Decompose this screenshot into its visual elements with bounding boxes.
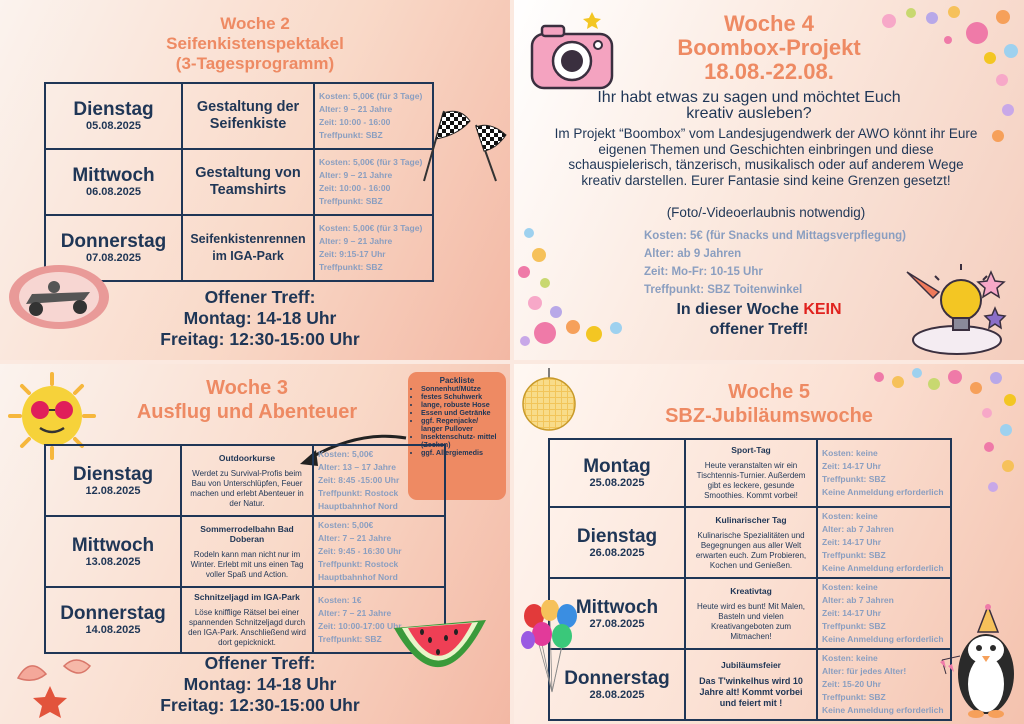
week4-title-line1: Woche 4 [723,11,815,36]
cost-text: Kosten: keine [822,653,878,663]
activity-cell: Seifenkistenrennen im IGA-Park [182,215,314,281]
disco-ball-icon [520,368,578,434]
place-text: Treffpunkt: SBZ [822,692,886,702]
week5-schedule-table [548,438,952,721]
table-row [45,587,445,653]
week4-subtitle: Ihr habt etwas zu sagen und möchtet Euch kreativ ausleben? [597,89,901,122]
day-date: 13.08.2025 [85,555,141,568]
activity-description: Löse knifflige Rätsel bei einer spannenden Schnitzeljagd durch den IGA-Park. Anschließend wird dort gepicknickt. [188,608,306,647]
day-name: Mittwoch [72,165,155,186]
info-cell [817,578,951,649]
activity-cell [685,649,817,720]
table-row [45,83,433,149]
day-cell [549,439,685,507]
week4-panel [514,0,1024,360]
soapbox-car-icon [6,262,112,332]
age-text: Alter: für jedes Alter! [822,666,907,676]
watermelon-icon [390,610,490,690]
time-text: Zeit: Mo-Fr: 10-15 Uhr [644,266,763,278]
week2-schedule-table [44,82,434,282]
activity-description: Werdet zu Survival-Profis beim Bau von Unterschlüpfen, Feuer machen und erlebt Abenteuer in der Natur. [190,468,304,508]
open-meeting-friday: Freitag: 12:30-15:00 Uhr [160,695,360,715]
activity-description: Das T'winkelhus wird 10 Jahre alt! Kommt vorbei und feiert mit ! [699,676,803,708]
time-text: Zeit: 8:45 -15:00 Uhr [318,475,400,485]
week4-title-line3: 18.08.-22.08. [704,59,834,84]
registration-text: Keine Anmeldung erforderlich [822,563,944,573]
day-name: Donnerstag [564,667,670,689]
day-cell [45,516,181,587]
week3-panel [0,364,510,724]
day-date: 14.08.2025 [85,624,141,636]
activity-title: Jubiläumsfeier [721,660,781,670]
week3-schedule-table [44,444,446,654]
age-text: Alter: 9 – 21 Jahre [319,170,393,180]
week2-title-line2: Seifenkistenspektakel [166,34,344,53]
week5-title-line1: Woche 5 [728,381,810,403]
closed-text-kein: KEIN [803,301,842,318]
week5-title [614,380,924,428]
day-cell [45,587,181,653]
list-item: • ggf. Allergiemedis [421,449,501,457]
activity-cell: Gestaltung der Seifenkiste [182,83,314,149]
week5-title-line2: SBZ-Jubiläumswoche [665,405,873,427]
table-row [45,445,445,516]
table-row [45,516,445,587]
day-cell [549,507,685,578]
activity-cell [685,578,817,649]
table-row [549,578,951,649]
day-date: 26.08.2025 [589,546,645,559]
place-text: Treffpunkt: SBZ [822,550,886,560]
cost-text: Kosten: 1€ [318,595,362,605]
packing-list-title: Packliste [439,376,475,385]
cost-text: Kosten: 5,00€ [318,520,374,530]
day-name: Dienstag [72,463,154,485]
day-date: 06.08.2025 [85,186,142,198]
place-text: Treffpunkt: SBZ [319,130,383,140]
activity-cell: Gestaltung von Teamshirts [182,149,314,215]
info-cell [817,649,951,720]
penguin-icon [936,604,1022,722]
table-row [45,149,433,215]
activity-cell [181,516,313,587]
age-text: Alter: ab 7 Jahren [822,524,894,534]
day-date: 25.08.2025 [589,477,645,489]
table-row [549,649,951,720]
time-text: Zeit: 15-20 Uhr [822,679,882,689]
place-text: Treffpunkt: SBZ [318,634,382,644]
info-cell [313,516,445,587]
time-text: Zeit: 14-17 Uhr [822,461,882,471]
day-date: 27.08.2025 [589,617,645,630]
cost-text: Kosten: keine [822,582,878,592]
cost-text: Kosten: keine [822,511,878,521]
age-text: Alter: 9 – 21 Jahre [319,236,393,246]
cost-text: Kosten: 5€ (für Snacks und Mittagsverpflegung) [644,230,906,242]
list-item: • ggf. Regenjacke/ langer Pullover [421,417,501,433]
week4-title-line2: Boombox-Projekt [677,35,861,60]
age-text: Alter: 13 – 17 Jahre [318,462,396,472]
day-date: 12.08.2025 [85,484,141,497]
week3-open-meeting [120,653,400,716]
list-item: • Essen und Getränke [421,409,501,417]
checkered-flags-icon [410,105,510,185]
week3-title-line2: Ausflug und Abenteuer [136,401,358,423]
day-name: Dienstag [576,525,658,547]
open-meeting-monday: Montag: 14-18 Uhr [183,308,337,328]
day-name: Montag [583,456,651,477]
camera-icon [526,8,626,92]
time-text: Zeit: 10:00 - 16:00 [319,183,391,193]
cost-text: Kosten: 5,00€ (für 3 Tage) [319,91,423,101]
place-text: Treffpunkt: SBZ [822,474,886,484]
activity-description: Heute wird es bunt! Mit Malen, Basteln und vielen Kreativangeboten zum Mitmachen! [696,601,806,641]
info-cell [817,439,951,507]
balloons-icon [520,600,584,696]
closed-text-part2: offener Treff! [709,321,809,338]
week3-title [92,376,402,424]
day-cell [45,83,182,149]
place-text: Treffpunkt: SBZ [319,196,383,206]
activity-title: Kreativtag [730,585,772,596]
time-text: Zeit: 10:00 - 16:00 [319,117,391,127]
activity-cell [685,439,817,507]
open-meeting-monday: Montag: 14-18 Uhr [183,674,337,694]
activity-cell [181,445,313,516]
cost-text: Kosten: keine [822,448,878,458]
day-date: 28.08.2025 [589,688,645,701]
activity-title: Sommerrodelbahn Bad Doberan [200,523,294,544]
activity-title: Schnitzeljagd im IGA-Park [194,592,300,602]
day-cell [45,149,182,215]
day-cell [45,445,181,516]
week2-title-line1: Woche 2 [220,14,290,33]
day-name: Donnerstag [60,231,167,252]
activity-cell [685,507,817,578]
table-row [549,439,951,507]
place-text: Treffpunkt: SBZ [319,262,383,272]
time-text: Zeit: 14-17 Uhr [822,537,882,547]
cost-text: Kosten: 5,00€ [318,449,374,459]
closed-text-part1: In dieser Woche [676,301,804,318]
activity-title: Sport-Tag [731,445,771,455]
place-text: Treffpunkt: Rostock Hauptbahnhof Nord [318,559,399,582]
day-name: Mittwoch [575,596,659,618]
cost-text: Kosten: 5,00€ (für 3 Tage) [319,223,423,233]
place-text: Treffpunkt: Rostock Hauptbahnhof Nord [318,488,399,511]
week2-panel [0,0,510,360]
place-text: Treffpunkt: SBZ [822,621,886,631]
info-cell [817,507,951,578]
week4-photo-note: (Foto/-Videoerlaubnis notwendig) [666,205,866,220]
age-text: Alter: ab 9 Jahren [644,248,742,260]
activity-description: Heute veranstalten wir ein Tischtennis-Turnier. Außerdem gibt es leckere, gesunde Smoothies. Kommt vorbei! [696,461,806,500]
time-text: Zeit: 9:15-17 Uhr [319,249,386,259]
list-item: • Sonnenhut/Mütze [421,385,501,393]
open-meeting-title: Offener Treff: [204,287,316,307]
activity-description: Kulinarische Spezialitäten und Begegnungen aus aller Welt erwarten euch. Zum Probieren, Kochen und Genießen. [695,530,807,570]
activity-title: Outdoorkurse [218,452,276,463]
list-item: • lange, robuste Hose [421,401,501,409]
day-name: Mittwoch [71,534,155,556]
age-text: Alter: ab 7 Jahren [822,595,894,605]
week3-title-line1: Woche 3 [206,377,288,399]
lightbulb-icon [899,262,1019,356]
day-date: 05.08.2025 [85,120,142,132]
open-meeting-friday: Freitag: 12:30-15:00 Uhr [160,329,360,349]
registration-text: Keine Anmeldung erforderlich [822,487,944,497]
registration-text: Keine Anmeldung erforderlich [822,705,944,715]
week2-open-meeting [110,287,410,350]
seashells-starfish-icon [12,652,98,718]
registration-text: Keine Anmeldung erforderlich [822,634,944,644]
info-cell [314,215,433,281]
week4-description: Im Projekt “Boombox” vom Landesjugendwerk der AWO könnt ihr Eure eigenen Themen und Geschichten einbringen und diese schauspielerisch, tänzerisch, musikalisch oder auf anderem Wege kreativ darstellen. Eurer Fantasie sind keine Grenzen gesetzt! [554,126,978,188]
activity-title: Kulinarischer Tag [715,514,787,525]
week5-panel [514,364,1024,724]
time-text: Zeit: 10:00-17:00 Uhr [318,621,402,631]
week4-no-open-meeting [634,300,884,340]
week2-title-line3: (3-Tagesprogramm) [175,54,335,73]
table-row [549,507,951,578]
age-text: Alter: 9 – 21 Jahre [319,104,393,114]
list-item: • Insektenschutz- mittel (Zecken) [421,433,501,449]
list-item: • festes Schuhwerk [421,393,501,401]
cost-text: Kosten: 5,00€ (für 3 Tage) [319,157,423,167]
open-meeting-title: Offener Treff: [204,653,316,673]
time-text: Zeit: 9:45 - 16:30 Uhr [318,546,402,556]
activity-description: Rodeln kann man nicht nur im Winter. Erlebt mit uns einen Tag voller Spaß und Action. [190,549,304,579]
week2-title [130,14,380,74]
day-name: Donnerstag [60,603,166,624]
info-cell [313,445,445,516]
day-name: Dienstag [73,99,154,120]
time-text: Zeit: 14-17 Uhr [822,608,882,618]
age-text: Alter: 7 – 21 Jahre [318,608,392,618]
day-date: 07.08.2025 [85,252,142,264]
age-text: Alter: 7 – 21 Jahre [318,533,392,543]
week4-title [619,12,919,84]
place-text: Treffpunkt: SBZ Toitenwinkel [644,284,803,296]
activity-cell [181,587,313,653]
